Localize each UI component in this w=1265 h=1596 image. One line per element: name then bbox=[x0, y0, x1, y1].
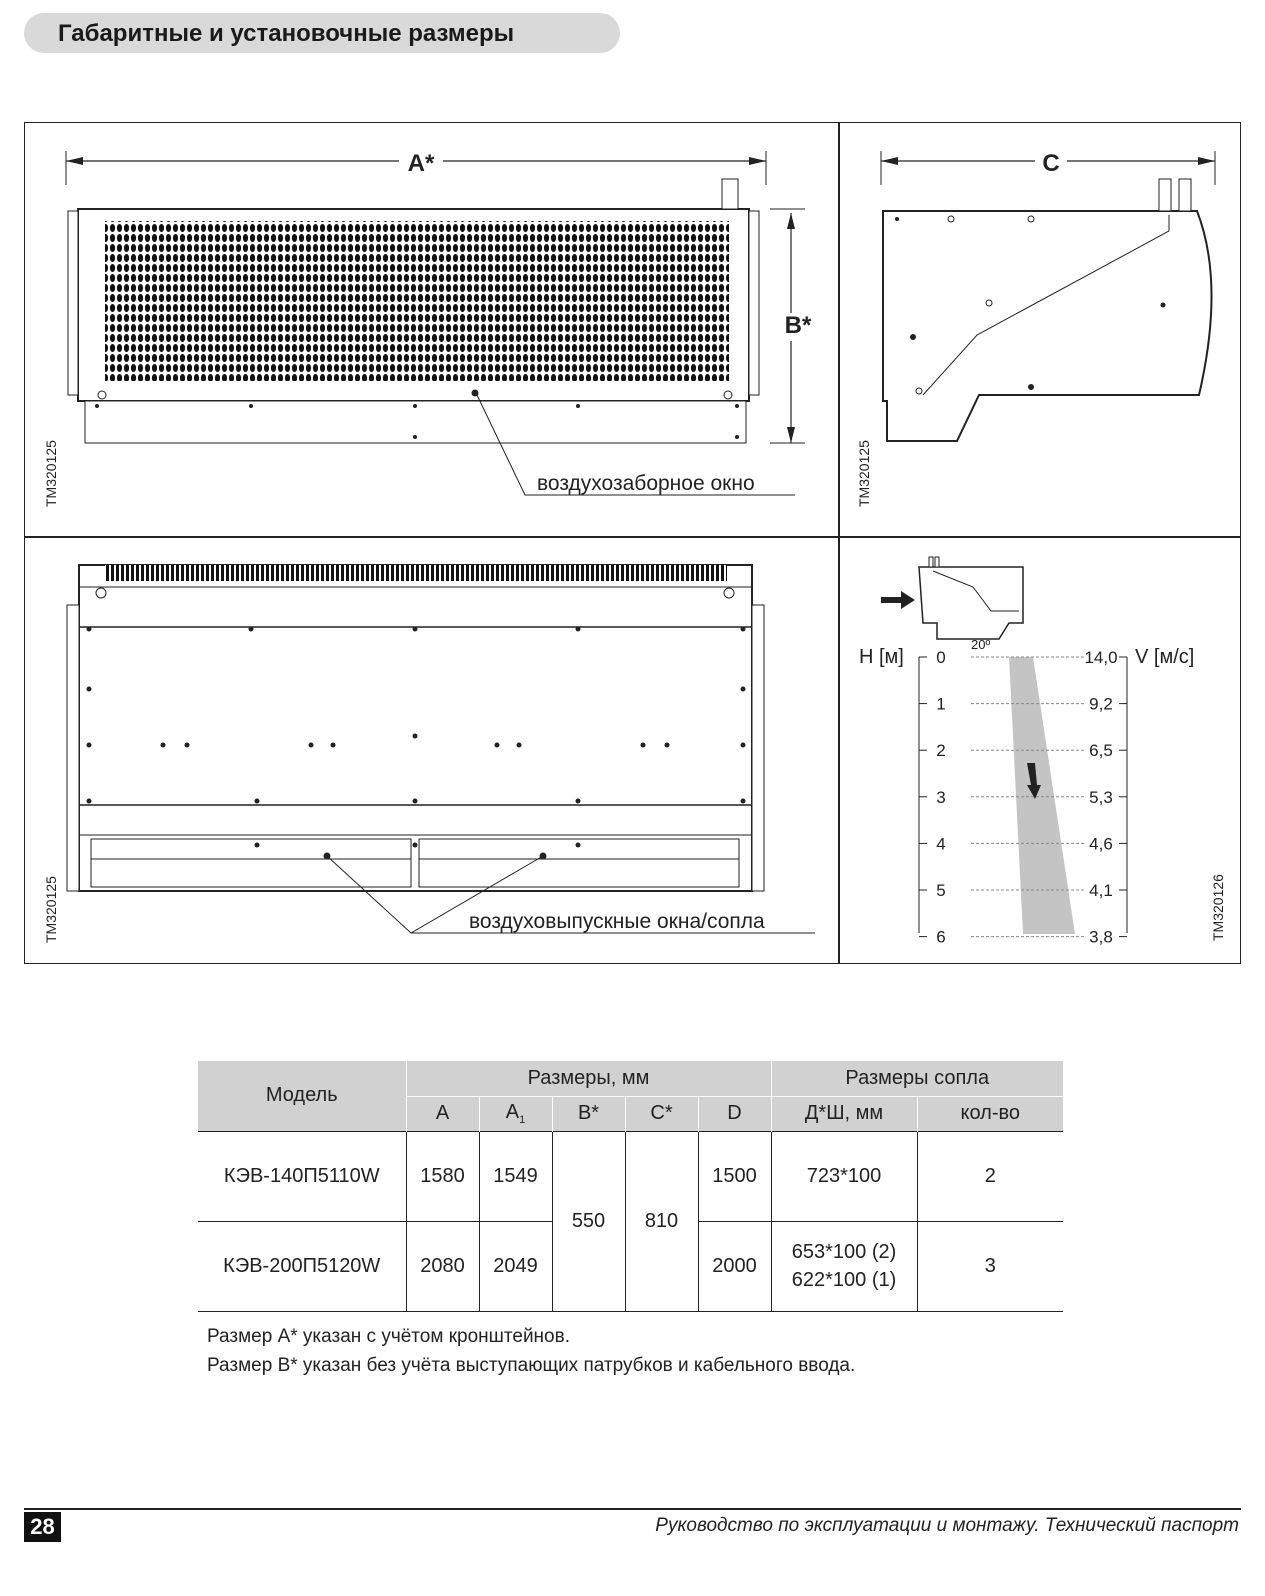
cell-a: 1580 bbox=[406, 1131, 479, 1221]
bottom-code: TM320125 bbox=[43, 876, 59, 943]
height-tick-label: 2 bbox=[936, 741, 946, 761]
cell-a: 2080 bbox=[406, 1221, 479, 1311]
side-code: TM320125 bbox=[856, 440, 872, 507]
velocity-tick-label: 14,0 bbox=[1084, 648, 1118, 667]
th-a: A bbox=[406, 1096, 479, 1131]
front-view-panel bbox=[25, 123, 838, 536]
height-tick-label: 5 bbox=[936, 881, 946, 900]
side-view-drawing bbox=[839, 123, 1241, 536]
cell-qty: 3 bbox=[917, 1221, 1063, 1311]
h-axis-label: H [м] bbox=[859, 646, 904, 668]
dim-b-label: B* bbox=[784, 312, 812, 339]
footer-text: Руководство по эксплуатации и монтажу. Технический паспорт bbox=[655, 1515, 1239, 1536]
front-code: TM320125 bbox=[43, 440, 59, 507]
dimensions-table bbox=[198, 1061, 1063, 1312]
dim-a-label: A* bbox=[407, 150, 435, 177]
height-tick-label: 3 bbox=[936, 787, 946, 807]
dim-c-label: C bbox=[1042, 150, 1060, 177]
table-notes bbox=[207, 1322, 855, 1380]
cell-d: 2000 bbox=[698, 1221, 771, 1311]
cell-dw: 653*100 (2) 622*100 (1) bbox=[771, 1221, 917, 1311]
airflow-panel bbox=[839, 537, 1241, 963]
table-row bbox=[198, 1131, 1063, 1221]
velocity-tick-label: 5,3 bbox=[1089, 787, 1113, 807]
bottom-view-drawing bbox=[25, 537, 838, 963]
th-model: Модель bbox=[198, 1061, 406, 1131]
th-qty: кол-во bbox=[917, 1096, 1063, 1131]
outlet-callout: воздуховыпускные окна/сопла bbox=[469, 910, 765, 933]
cell-a1: 2049 bbox=[479, 1221, 552, 1311]
footer-rule bbox=[24, 1508, 1241, 1510]
front-view-drawing bbox=[25, 123, 838, 536]
th-b: B* bbox=[552, 1096, 625, 1131]
th-d: D bbox=[698, 1096, 771, 1131]
height-tick-label: 1 bbox=[936, 694, 946, 714]
cell-qty: 2 bbox=[917, 1131, 1063, 1221]
velocity-tick-label: 4,6 bbox=[1089, 834, 1113, 854]
section-title: Габаритные и установочные размеры bbox=[58, 20, 515, 47]
th-c: C* bbox=[625, 1096, 698, 1131]
airflow-drawing bbox=[839, 537, 1241, 963]
page-number: 28 bbox=[24, 1512, 61, 1542]
th-a1: $A_1$ bbox=[479, 1096, 552, 1131]
height-tick-label: 6 bbox=[936, 927, 946, 947]
th-dw: Д*Ш, мм bbox=[771, 1096, 917, 1131]
cell-model: КЭВ-200П5120W bbox=[198, 1221, 406, 1311]
cell-dw: 723*100 bbox=[771, 1131, 917, 1221]
airflow-code: TM320126 bbox=[1210, 874, 1226, 941]
bottom-view-panel bbox=[25, 537, 838, 963]
v-axis-label: V [м/с] bbox=[1135, 646, 1195, 668]
th-nozzle: Размеры сопла bbox=[771, 1061, 1063, 1096]
intake-callout: воздухозаборное окно bbox=[537, 472, 755, 495]
side-view-panel bbox=[839, 123, 1241, 536]
note-line: Размер B* указан без учёта выступающих патрубков и кабельного ввода. bbox=[207, 1355, 856, 1376]
cell-c: 810 bbox=[625, 1131, 698, 1311]
section-header bbox=[24, 13, 620, 53]
th-dims: Размеры, мм bbox=[406, 1061, 771, 1096]
note-line: Размер A* указан с учётом кронштейнов. bbox=[207, 1326, 570, 1347]
cell-b: 550 bbox=[552, 1131, 625, 1311]
angle-label: 20º bbox=[971, 637, 991, 652]
cell-d: 1500 bbox=[698, 1131, 771, 1221]
figures-frame bbox=[24, 122, 1241, 964]
velocity-tick-label: 4,1 bbox=[1089, 881, 1113, 900]
cell-model: КЭВ-140П5110W bbox=[198, 1131, 406, 1221]
cell-a1: 1549 bbox=[479, 1131, 552, 1221]
height-tick-label: 4 bbox=[936, 834, 946, 854]
velocity-tick-label: 9,2 bbox=[1089, 694, 1113, 714]
height-tick-label: 0 bbox=[936, 648, 946, 667]
velocity-tick-label: 6,5 bbox=[1089, 741, 1113, 761]
velocity-tick-label: 3,8 bbox=[1089, 927, 1113, 947]
